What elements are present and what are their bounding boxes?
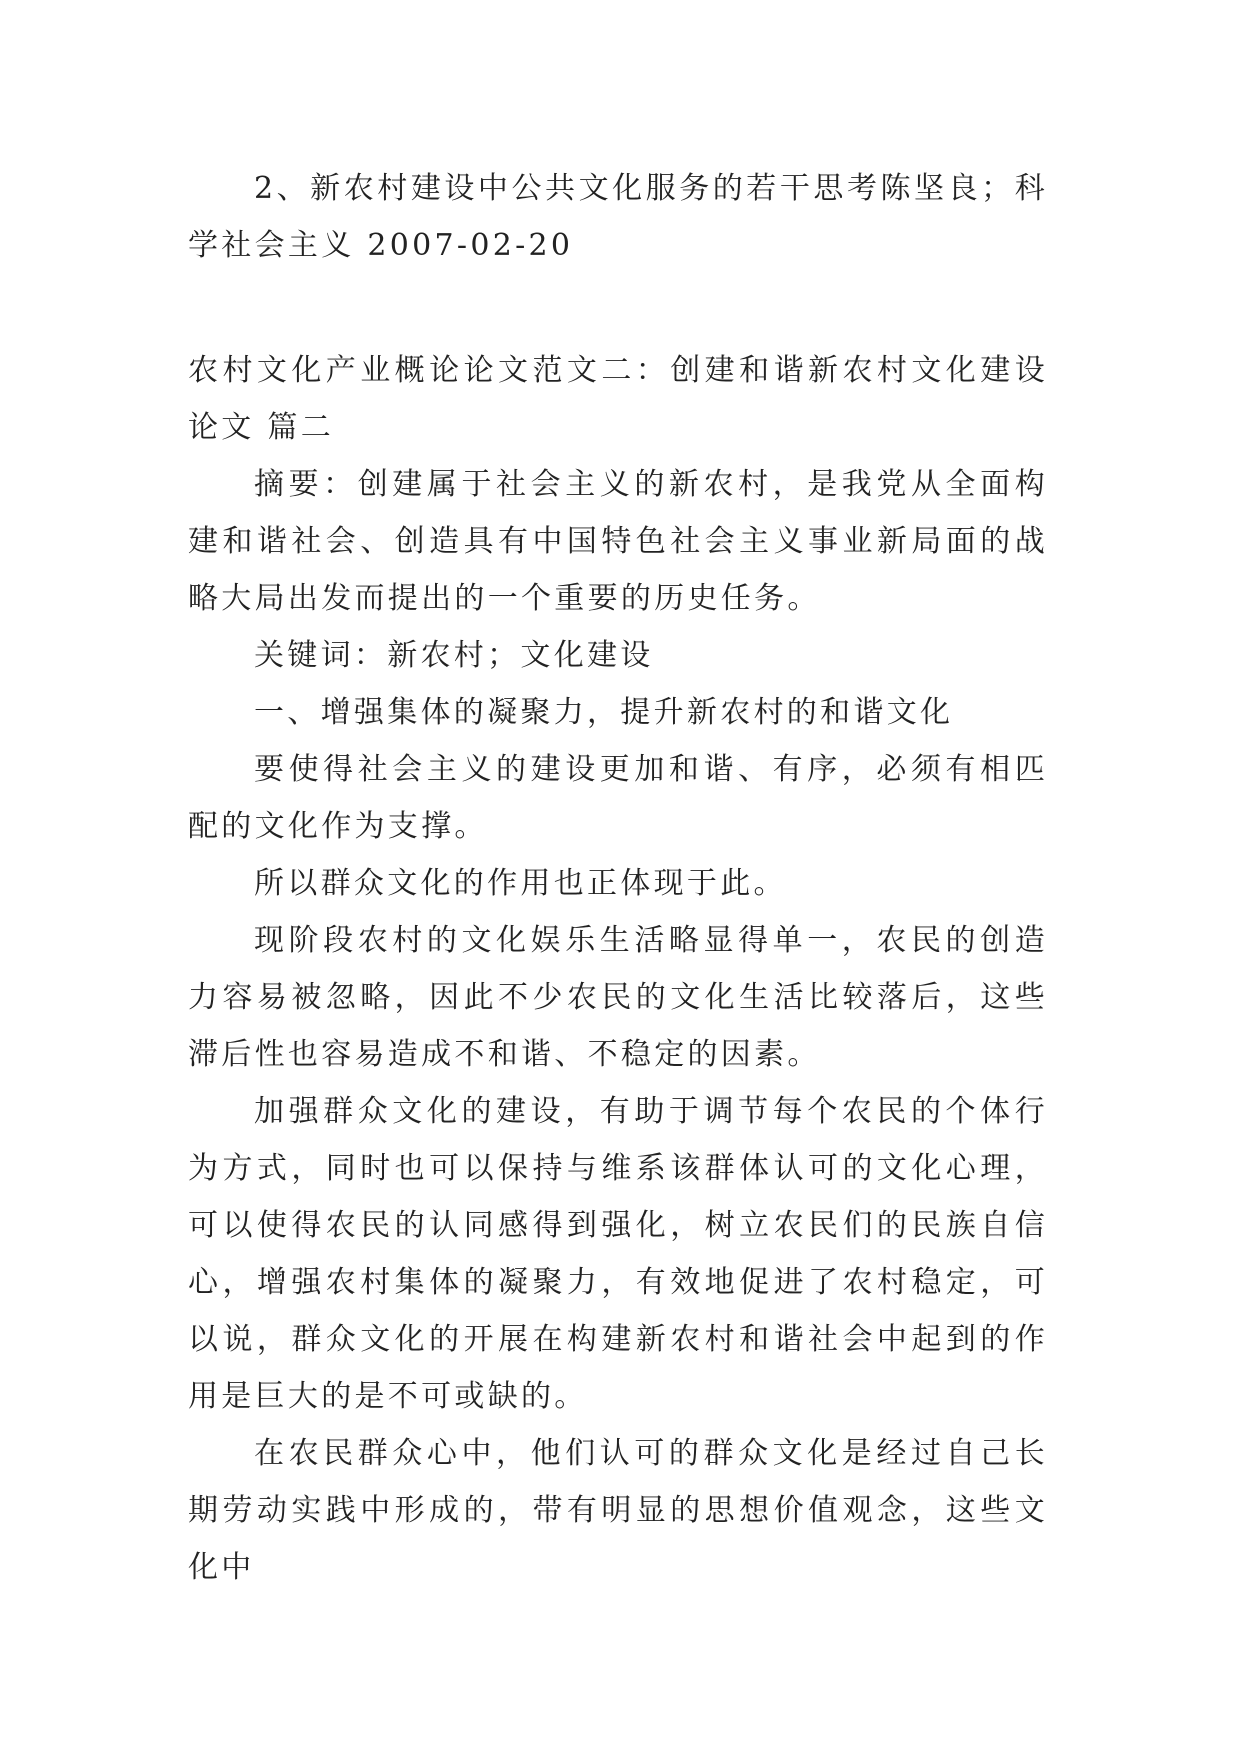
body-paragraph: 要使得社会主义的建设更加和谐、有序，必须有相匹配的文化作为支撑。 xyxy=(188,752,1048,844)
body-paragraph: 现阶段农村的文化娱乐生活略显得单一，农民的创造力容易被忽略，因此不少农民的文化生活比较落后，这些滞后性也容易造成不和谐、不稳定的因素。 xyxy=(188,923,1048,1072)
keywords-line: 关键词：新农村；文化建设 xyxy=(254,638,654,673)
document-page xyxy=(188,160,1048,1596)
subsection-title: 一、增强集体的凝聚力，提升新农村的和谐文化 xyxy=(254,695,954,730)
body-paragraph: 加强群众文化的建设，有助于调节每个农民的个体行为方式，同时也可以保持与维系该群体认可的文化心理，可以使得农民的认同感得到强化，树立农民们的民族自信心，增强农村集体的凝聚力，有效地促进了农村稳定，可以说，群众文化的开展在构建新农村和谐社会中起到的作用是巨大的是不可或缺的。 xyxy=(188,1094,1048,1414)
body-paragraph: 所以群众文化的作用也正体现于此。 xyxy=(254,866,787,901)
section-heading: 农村文化产业概论论文范文二：创建和谐新农村文化建设论文 篇二 xyxy=(188,353,1048,445)
reference-entry: 2、新农村建设中公共文化服务的若干思考陈坚良；科学社会主义 2007-02-20 xyxy=(188,171,1048,263)
body-paragraph: 在农民群众心中，他们认可的群众文化是经过自己长期劳动实践中形成的，带有明显的思想价值观念，这些文化中 xyxy=(188,1436,1048,1585)
abstract-paragraph: 摘要：创建属于社会主义的新农村，是我党从全面构建和谐社会、创造具有中国特色社会主义事业新局面的战略大局出发而提出的一个重要的历史任务。 xyxy=(188,467,1048,616)
